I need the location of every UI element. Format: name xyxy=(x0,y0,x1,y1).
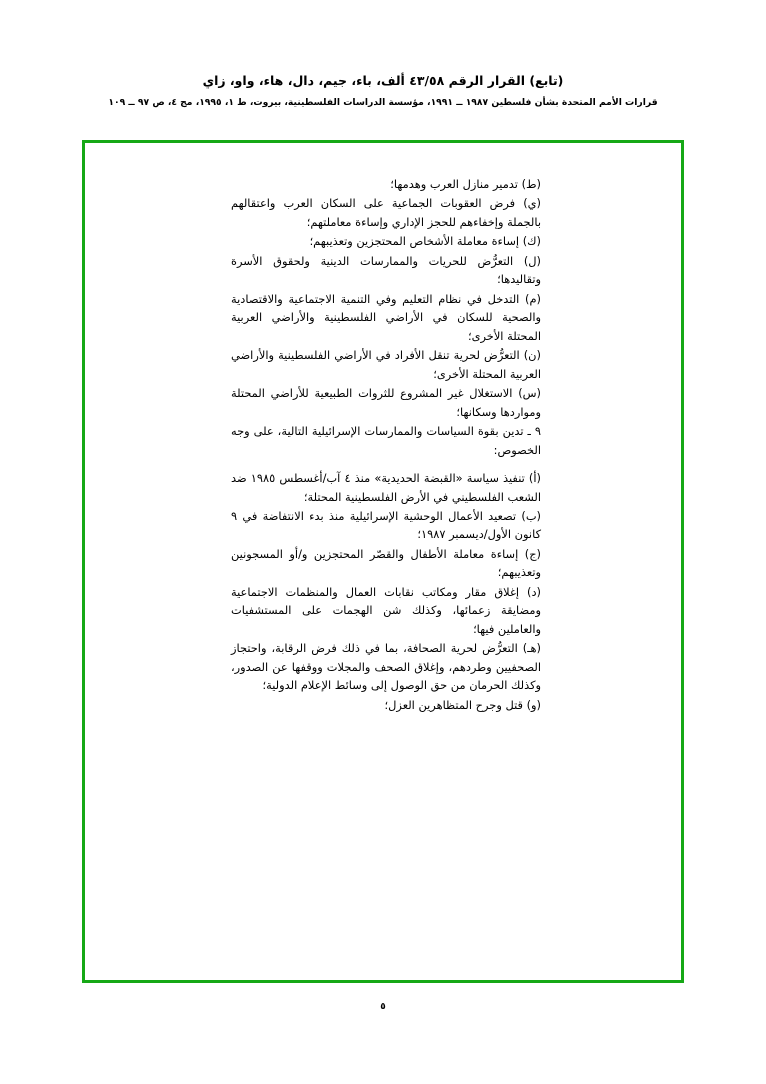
page-number: ٥ xyxy=(380,1002,386,1012)
body-paragraph: (د) إغلاق مقار ومكاتب نقابات العمال والمنظمات الاجتماعية ومضايقة زعمائها، وكذلك شن الهجمات على المستشفيات والعاملين فيها؛ xyxy=(231,584,541,636)
body-paragraph: (ن) التعرُّض لحرية تنقل الأفراد في الأراضي الفلسطينية والأراضي العربية المحتلة الأخرى؛ xyxy=(231,348,541,381)
body-paragraph: (س) الاستغلال غير المشروع للثروات الطبيعية للأراضي المحتلة ومواردها وسكانها؛ xyxy=(231,386,541,419)
body-paragraph: (ط) تدمير منازل العرب وهدمها؛ xyxy=(390,177,541,191)
body-paragraph: (ج) إساءة معاملة الأطفال والقصّر المحتجزين و/أو المسجونين وتعذيبهم؛ xyxy=(231,546,541,580)
header-subtitle: قرارات الأمم المتحدة بشأن فلسطين ١٩٨٧ ــ ١٩٩١، مؤسسة الدراسات الفلسطينية، بيروت، ط ١، ١٩٩٥، مج ٤، ص ٩٧ ــ ١٠٩ xyxy=(108,96,658,108)
body-paragraph: (ل) التعرُّض للحريات والممارسات الدينية ولحقوق الأسرة وتقاليدها؛ xyxy=(231,253,541,287)
body-paragraph: (و) قتل وجرح المتظاهرين العزل؛ xyxy=(384,697,541,712)
body-paragraph: (م) التدخل في نظام التعليم وفي التنمية الاجتماعية والاقتصادية والصحية للسكان في الأراضي الفلسطينية والأراضي العربية المحتلة الأخرى؛ xyxy=(231,291,541,343)
body-paragraph: (ي) فرض العقوبات الجماعية على السكان العرب واعتقالهم بالجملة وإخفاءهم للحجز الإداري وإساءة معاملتهم؛ xyxy=(231,196,541,229)
paragraph-spacer xyxy=(231,460,541,469)
header-title: (تابع) القرار الرقم ٤٣/٥٨ ألف، باء، جيم، دال، هاء، واو، زاي xyxy=(202,73,564,88)
body-paragraph: (أ) تنفيذ سياسة «القبضة الحديدية» منذ ٤ آب/أغسطس ١٩٨٥ ضد الشعب الفلسطيني في الأرض الفلسطينية المحتلة؛ xyxy=(231,471,541,504)
document-body xyxy=(231,175,541,715)
body-paragraph: (هـ) التعرُّض لحرية الصحافة، بما في ذلك فرض الرقابة، واحتجاز الصحفيين وطردهم، وإغلاق الصحف والمجلات ووقفها عن الصدور، وكذلك الحرمان من حق الوصول إلى وسائط الإعلام الدولية؛ xyxy=(231,641,541,693)
body-paragraph: (ك) إساءة معاملة الأشخاص المحتجزين وتعذيبهم؛ xyxy=(309,234,541,249)
content-frame xyxy=(82,140,684,983)
body-paragraph: (ب) تصعيد الأعمال الوحشية الإسرائيلية منذ بدء الانتفاضة في ٩ كانون الأول/ديسمبر ١٩٨٧؛ xyxy=(231,508,541,542)
body-paragraph: ٩ ـ تدين بقوة السياسات والممارسات الإسرائيلية التالية، على وجه الخصوص: xyxy=(231,424,541,457)
page-header xyxy=(0,0,766,109)
